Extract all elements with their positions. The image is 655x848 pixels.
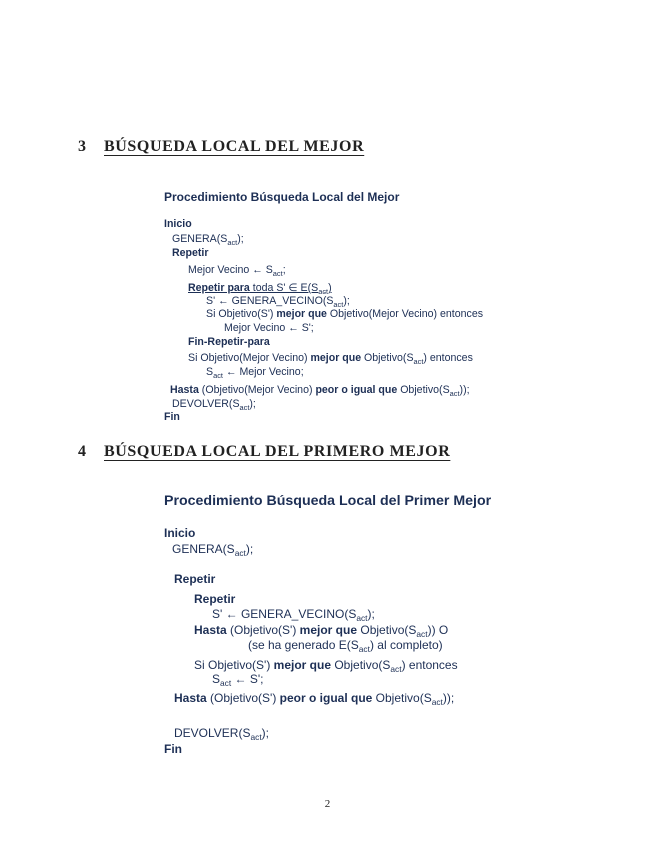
algorithm-heading: Procedimiento Búsqueda Local del Mejor bbox=[164, 190, 400, 204]
section-4-heading bbox=[78, 443, 450, 461]
algorithm-line: Mejor Vecino ← $S_{act}$; bbox=[188, 264, 286, 278]
algorithm-line: $DEVOLVER(S_{act})$; bbox=[172, 398, 256, 412]
section-3-heading bbox=[78, 138, 364, 156]
section-3-number: 3 bbox=[78, 138, 87, 155]
page-number: 2 bbox=[324, 798, 331, 810]
algorithm-line: Hasta (Objetivo(S') mejor que $Objetivo(S_{act})$) O bbox=[194, 623, 449, 639]
algorithm-line: Hasta (Objetivo(S') peor o igual que $Objetivo(S_{act})$); bbox=[174, 691, 455, 707]
algorithm-line: $GENERA(S_{act})$; bbox=[172, 233, 244, 247]
section-3-title: BÚSQUEDA LOCAL DEL MEJOR bbox=[104, 138, 365, 155]
algorithm-line: Repetir bbox=[194, 592, 236, 606]
algorithm-line: Inicio bbox=[164, 218, 192, 230]
algorithm-line: $GENERA(S_{act})$; bbox=[172, 542, 254, 558]
algorithm-line: S' ← $GENERA\_VECINO(S_{act})$; bbox=[206, 295, 350, 309]
algorithm-line: $DEVOLVER(S_{act})$; bbox=[174, 726, 269, 742]
algorithm-line: Si Objetivo(S') mejor que Objetivo(Mejor Vecino) entonces bbox=[206, 308, 484, 320]
algorithm-line: (se ha generado $E(S_{act})$ al completo) bbox=[248, 638, 443, 654]
algorithm-line: Hasta (Objetivo(Mejor Vecino) peor o igual que $Objetivo(S_{act})$); bbox=[170, 384, 470, 398]
algorithm-line: Si Objetivo(Mejor Vecino) mejor que $Objetivo(S_{act})$ entonces bbox=[188, 352, 473, 366]
algorithm-line: S' ← $GENERA\_VECINO(S_{act})$; bbox=[212, 607, 375, 623]
algorithm-line: $S_{act}$ ← Mejor Vecino; bbox=[206, 366, 304, 380]
algorithm-line: Repetir para toda S' ∈ $E(S_{act})$ bbox=[188, 282, 332, 296]
algorithm-line: Si Objetivo(S') mejor que $Objetivo(S_{act})$ entonces bbox=[194, 658, 458, 674]
algorithm-line: Fin bbox=[164, 742, 182, 756]
algorithm-line: Fin-Repetir-para bbox=[188, 336, 270, 348]
section-4-title: BÚSQUEDA LOCAL DEL PRIMERO MEJOR bbox=[104, 443, 451, 460]
algorithm-line: $S_{act}$ ← S'; bbox=[212, 672, 264, 688]
algorithm-line: Mejor Vecino ← S'; bbox=[224, 322, 314, 334]
algorithm-line: Fin bbox=[164, 411, 180, 423]
algorithm-line: Repetir bbox=[174, 572, 216, 586]
algorithm-line: Inicio bbox=[164, 526, 196, 540]
section-4-number: 4 bbox=[78, 443, 87, 460]
algorithm-heading: Procedimiento Búsqueda Local del Primer Mejor bbox=[164, 493, 492, 509]
algorithm-line: Repetir bbox=[172, 247, 209, 259]
